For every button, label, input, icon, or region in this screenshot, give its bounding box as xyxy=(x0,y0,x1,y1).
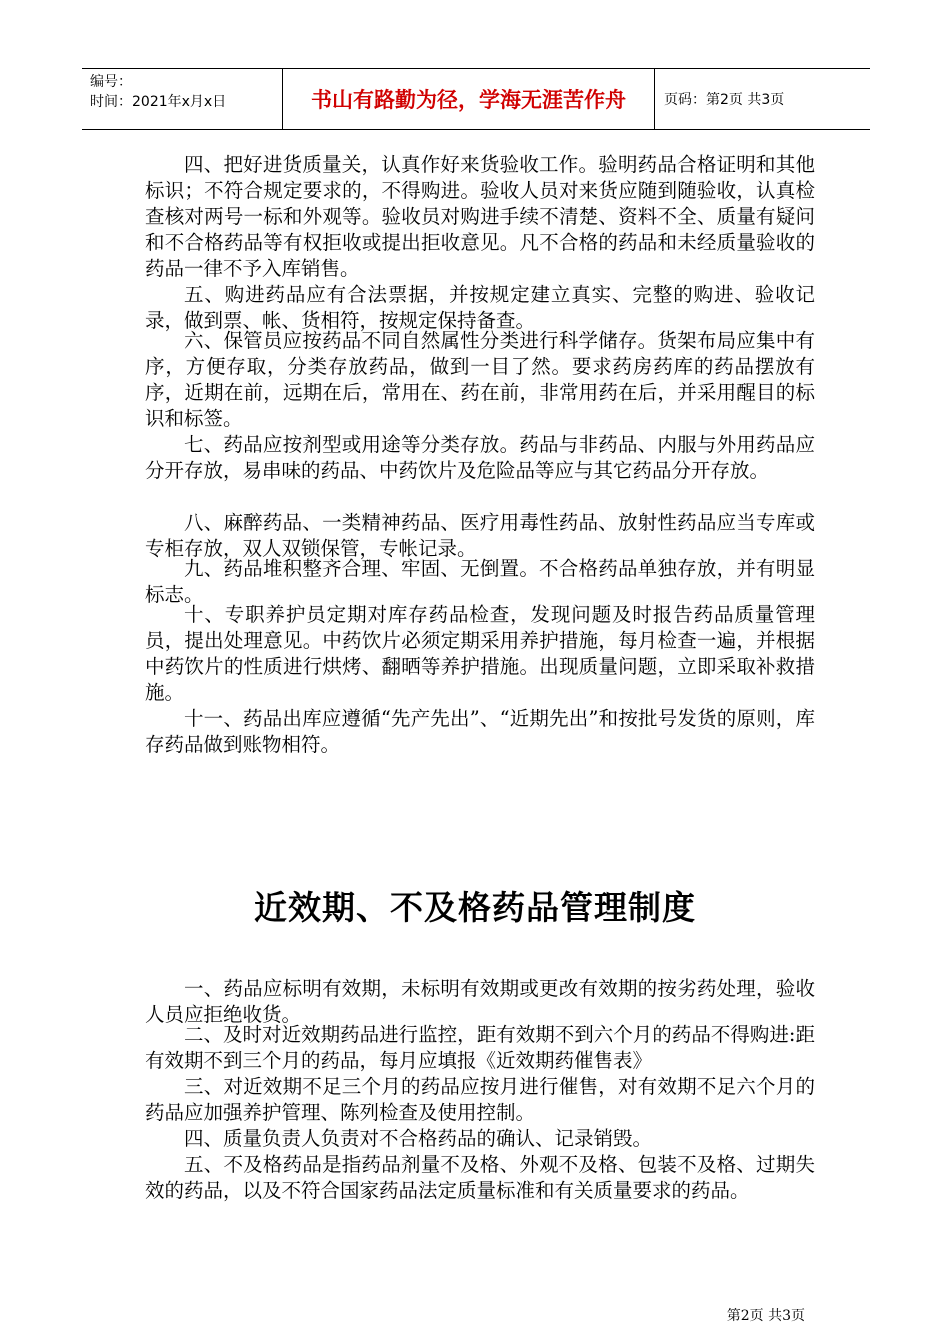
paragraph-section2-4: 四、质量负责人负责对不合格药品的确认、记录销毁。 xyxy=(184,1127,653,1150)
paragraph-section2-3: 三、对近效期不足三个月的药品应按月进行催售，对有效期不足六个月的药品应加强养护管理、陈列检查及使用控制。 xyxy=(145,1075,815,1124)
header-meta xyxy=(82,69,282,129)
paragraph-section1-4: 四、把好进货质量关，认真作好来货验收工作。验明药品合格证明和其他标识；不符合规定要求的，不得购进。验收人员对来货应随到随验收，认真检查核对两号一标和外观等。验收员对购进手续不清楚、资料不全、质量有疑问和不合格药品等有权拒收或提出拒收意见。凡不合格的药品和未经质量验收的药品一律不予入库销售。 xyxy=(145,153,815,280)
paragraph-section1-8: 八、麻醉药品、一类精神药品、医疗用毒性药品、放射性药品应当专库或专柜存放，双人双锁保管，专帐记录。 xyxy=(145,511,815,560)
page-header xyxy=(82,68,870,130)
header-motto: 书山有路勤为径，学海无涯苦作舟 xyxy=(311,88,626,112)
header-divider xyxy=(654,69,655,129)
footer-page-number: 第2页 共3页 xyxy=(726,1308,805,1324)
paragraph-section2-2: 二、及时对近效期药品进行监控，距有效期不到六个月的药品不得购进:距有效期不到三个月的药品，每月应填报《近效期药催售表》 xyxy=(145,1023,815,1072)
paragraph-section2-1: 一、药品应标明有效期，未标明有效期或更改有效期的按劣药处理，验收人员应拒绝收货。 xyxy=(145,977,815,1026)
header-page-label: 页码：第2页 共3页 xyxy=(664,92,785,108)
paragraph-section1-5: 五、购进药品应有合法票据，并按规定建立真实、完整的购进、验收记录，做到票、帐、货相符，按规定保持备查。 xyxy=(145,283,815,332)
paragraph-section1-7: 七、药品应按剂型或用途等分类存放。药品与非药品、内服与外用药品应分开存放，易串味的药品、中药饮片及危险品等应与其它药品分开存放。 xyxy=(145,433,815,482)
paragraph-section2-5: 五、不及格药品是指药品剂量不及格、外观不及格、包装不及格、过期失效的药品，以及不符合国家药品法定质量标准和有关质量要求的药品。 xyxy=(145,1153,815,1202)
document-date-label: 时间：2021年x月x日 xyxy=(90,94,227,110)
section-title: 近效期、不及格药品管理制度 xyxy=(254,888,696,927)
paragraph-section1-11: 十一、药品出库应遵循“先产先出”、“近期先出”和按批号发货的原则，库存药品做到账物相符。 xyxy=(145,707,815,756)
paragraph-section1-10: 十、专职养护员定期对库存药品检查，发现问题及时报告药品质量管理员，提出处理意见。中药饮片必须定期采用养护措施，每月检查一遍，并根据中药饮片的性质进行烘烤、翻晒等养护措施。出现质量问题，立即采取补救措施。 xyxy=(145,603,815,704)
document-number-label: 编号： xyxy=(90,74,132,90)
paragraph-section1-9: 九、药品堆积整齐合理、牢固、无倒置。不合格药品单独存放，并有明显标志。 xyxy=(145,557,815,606)
paragraph-section1-6: 六、保管员应按药品不同自然属性分类进行科学储存。货架布局应集中有序，方便存取，分类存放药品，做到一目了然。要求药房药库的药品摆放有序，近期在前，远期在后，常用在、药在前，非常用药在后，并采用醒目的标识和标签。 xyxy=(145,329,815,430)
